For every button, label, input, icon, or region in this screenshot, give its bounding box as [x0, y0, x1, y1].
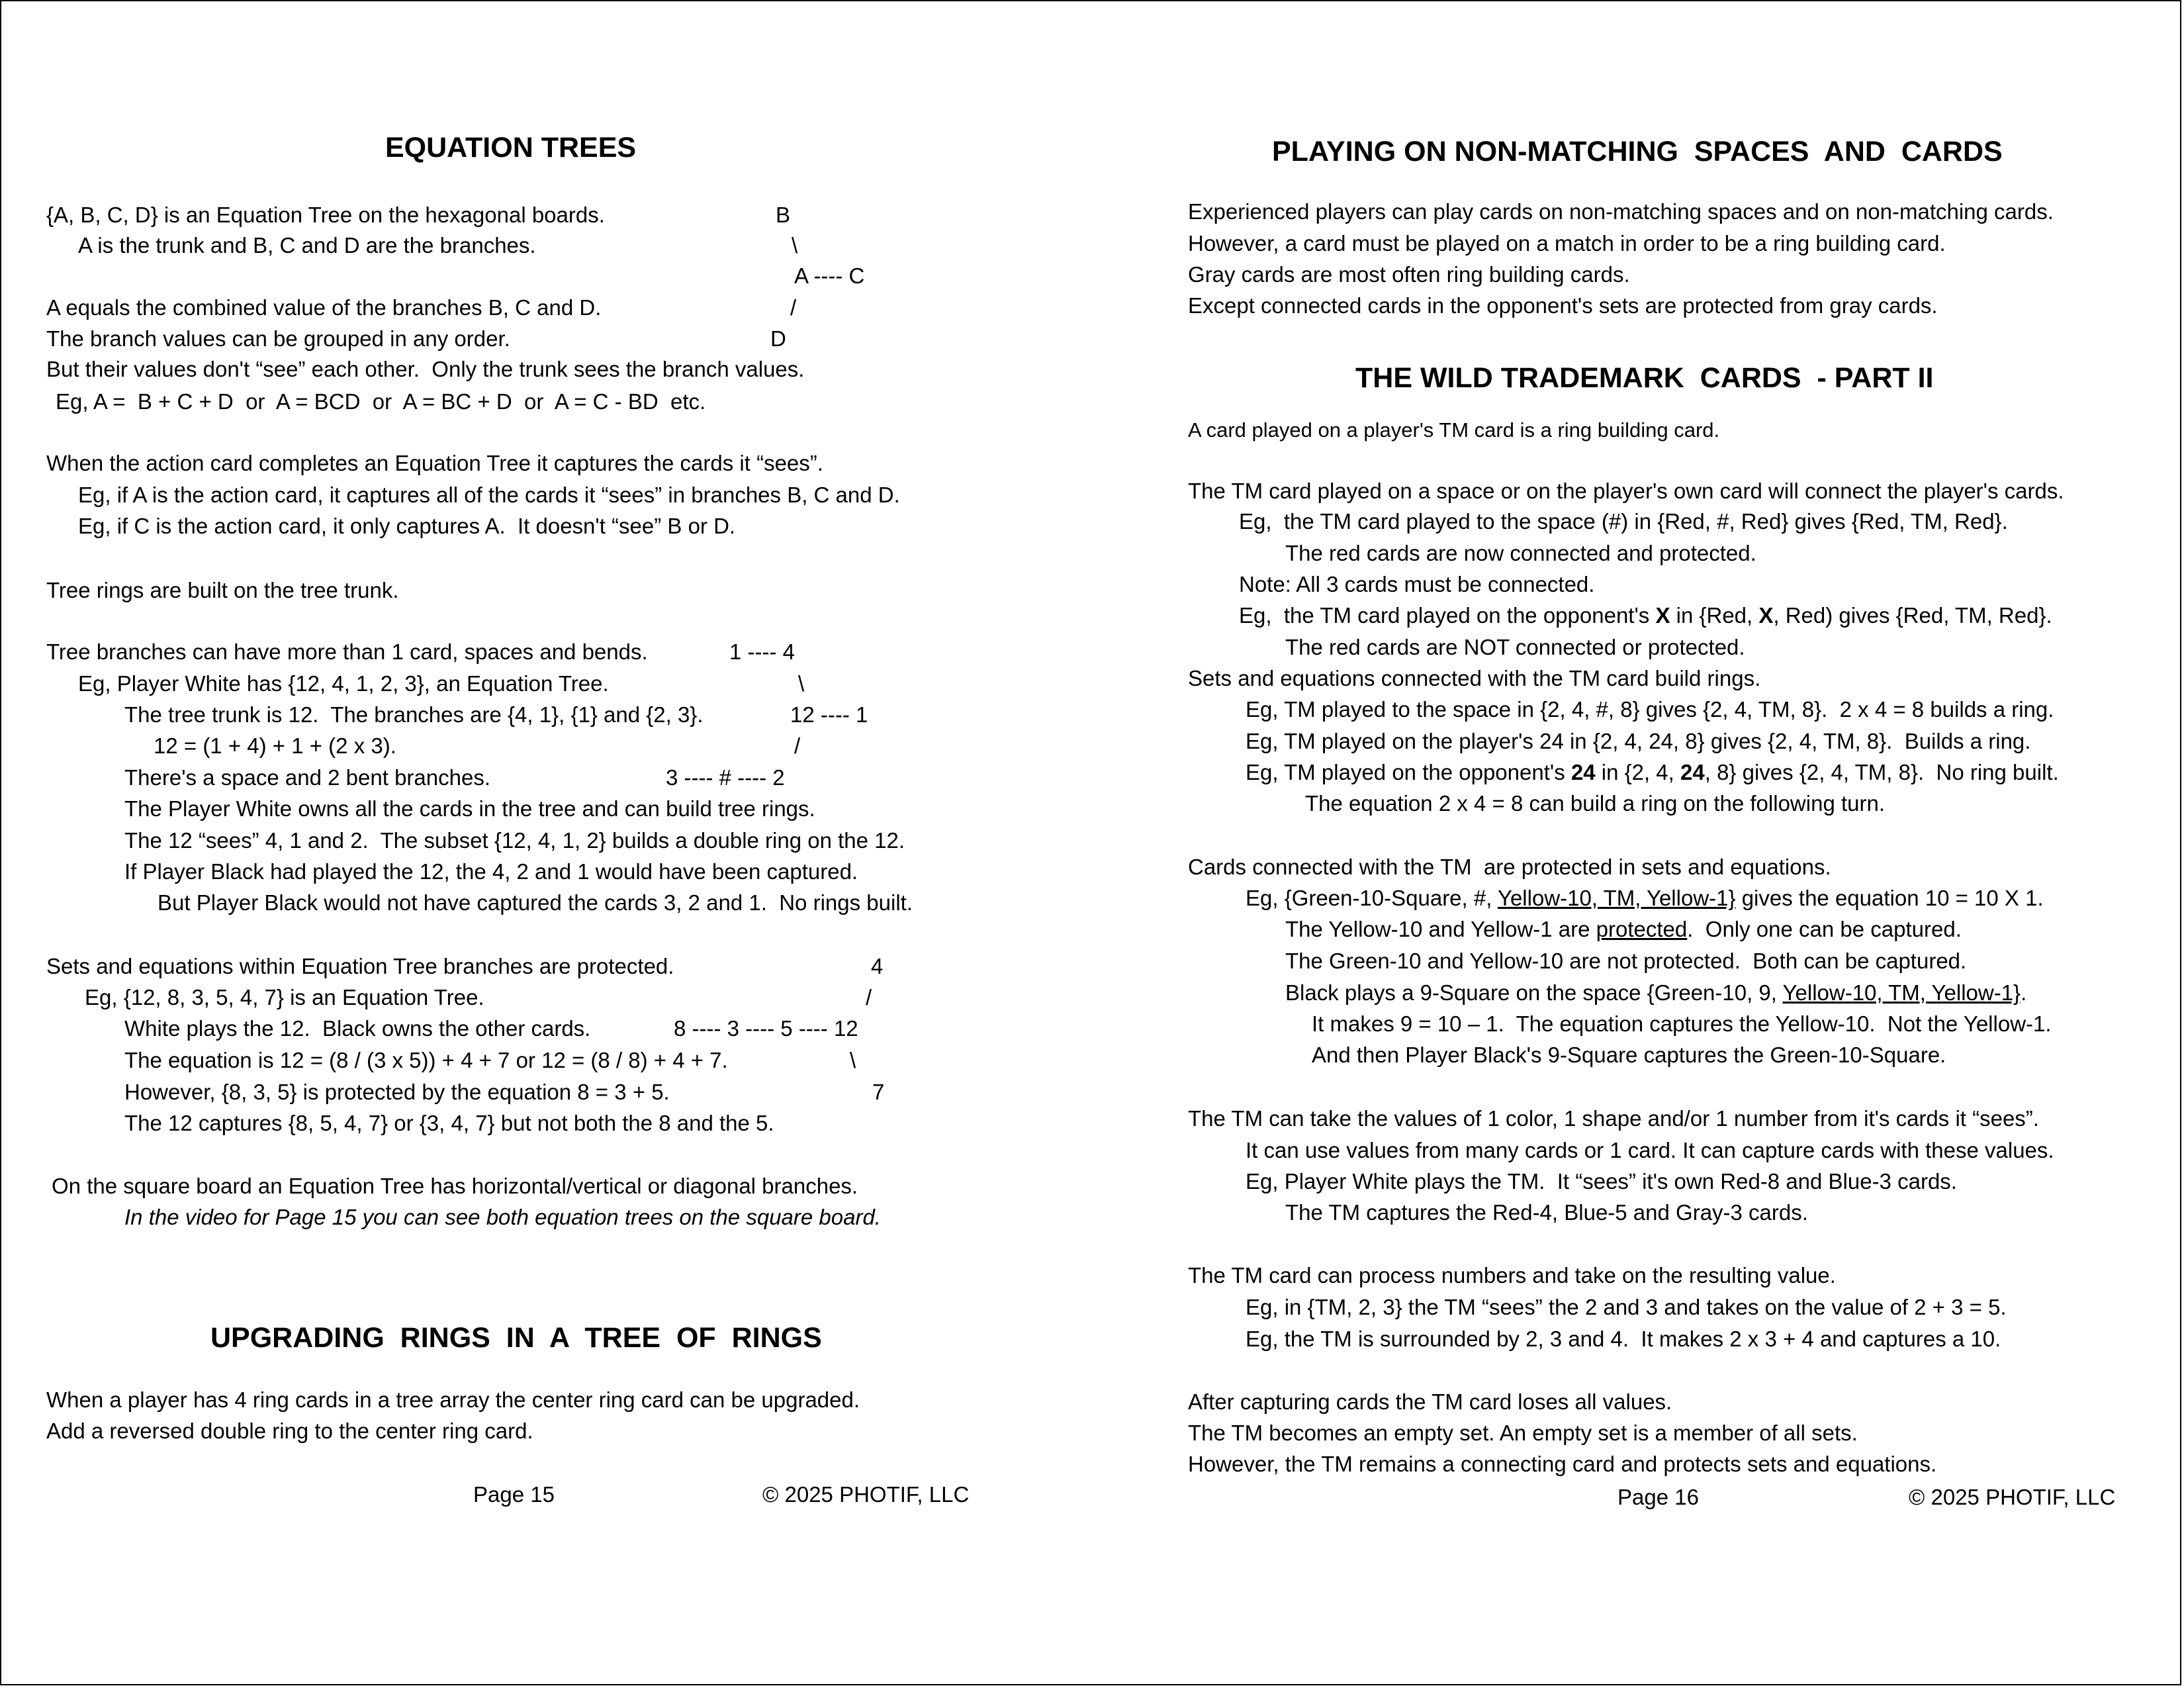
text-line: A card played on a player's TM card is a ring building card.	[1188, 418, 1720, 442]
text-line: But their values don't “see” each other. Only the trunk sees the branch values.	[46, 357, 805, 381]
text-span: . Only one can be captured.	[1687, 917, 1962, 941]
text-line-mixed	[1285, 980, 2026, 1006]
text-span: gives the equation 10 = 10 X 1.	[1735, 886, 2044, 910]
text-line: The tree trunk is 12. The branches are {4, 1}, {1} and {2, 3}.	[124, 702, 704, 727]
text-span: , 8} gives {2, 4, TM, 8}. No ring built.	[1704, 760, 2059, 784]
copyright: © 2025 PHOTIF, LLC	[762, 1482, 970, 1507]
title-equation-trees: EQUATION TREES	[385, 132, 637, 164]
diagram-row: 1 ---- 4	[729, 639, 795, 664]
text-line: Except connected cards in the opponent's sets are protected from gray cards.	[1188, 293, 1938, 318]
underlined-span: Yellow-10, TM, Yellow-1}	[1782, 980, 2021, 1005]
text-line: When a player has 4 ring cards in a tree array the center ring card can be upgraded.	[46, 1387, 860, 1412]
text-line: Eg, if A is the action card, it captures all of the cards it “sees” in branches B, C and D.	[78, 483, 900, 507]
text-line: Eg, TM played to the space in {2, 4, #, 8} gives {2, 4, TM, 8}. 2 x 4 = 8 builds a ring.	[1246, 697, 2054, 722]
text-line: The TM becomes an empty set. An empty set is a member of all sets.	[1188, 1421, 1858, 1445]
text-line: However, {8, 3, 5} is protected by the equation 8 = 3 + 5.	[124, 1080, 670, 1104]
text-line-mixed	[1285, 916, 1962, 943]
text-line: Eg, {12, 8, 3, 5, 4, 7} is an Equation Tree.	[85, 985, 484, 1009]
text-line: It can use values from many cards or 1 card. It can capture cards with these values.	[1246, 1138, 2054, 1162]
page-number: Page 15	[473, 1482, 555, 1507]
text-line-mixed	[1246, 759, 2059, 786]
text-line: If Player Black had played the 12, the 4, 2 and 1 would have been captured.	[124, 859, 858, 884]
diagram-node: B	[776, 203, 791, 227]
text-line: The 12 captures {8, 5, 4, 7} or {3, 4, 7} but not both the 8 and the 5.	[124, 1111, 774, 1135]
underlined-span: Yellow-10, TM, Yellow-1}	[1497, 886, 1736, 910]
text-line: Eg, in {TM, 2, 3} the TM “sees” the 2 and 3 and takes on the value of 2 + 3 = 5.	[1246, 1295, 2007, 1319]
text-span: Eg, the TM card played on the opponent's	[1239, 603, 1656, 628]
text-line: The TM captures the Red-4, Blue-5 and Gray-3 cards.	[1285, 1200, 1808, 1225]
bold-span: X	[1758, 603, 1774, 628]
text-line: Eg, the TM is surrounded by 2, 3 and 4. It makes 2 x 3 + 4 and captures a 10.	[1246, 1327, 2001, 1351]
text-line: And then Player Black's 9-Square captures the Green-10-Square.	[1312, 1043, 1946, 1067]
text-span: Eg, {Green-10-Square, #,	[1246, 886, 1498, 910]
text-line: Eg, the TM card played to the space (#) in {Red, #, Red} gives {Red, TM, Red}.	[1239, 509, 2008, 534]
diagram-row: 3 ---- # ---- 2	[666, 765, 785, 790]
diagram-node: 4	[871, 954, 884, 978]
text-line: Eg, if C is the action card, it only captures A. It doesn't “see” B or D.	[78, 514, 736, 538]
title-wild-trademark: THE WILD TRADEMARK CARDS - PART II	[1355, 362, 1934, 394]
text-line: After capturing cards the TM card loses all values.	[1188, 1389, 1672, 1414]
bold-span: X	[1655, 603, 1670, 628]
text-span: Eg, TM played on the opponent's	[1246, 760, 1571, 784]
text-line: But Player Black would not have captured the cards 3, 2 and 1. No rings built.	[158, 890, 913, 915]
text-line: The TM card played on a space or on the player's own card will connect the player's cards.	[1188, 479, 2064, 503]
diagram-edge: /	[790, 295, 797, 320]
text-line: The red cards are now connected and protected.	[1285, 541, 1756, 565]
text-line: Eg, Player White has {12, 4, 1, 2, 3}, an Equation Tree.	[78, 671, 609, 696]
text-line: There's a space and 2 bent branches.	[124, 765, 490, 790]
title-playing-non-matching: PLAYING ON NON-MATCHING SPACES AND CARDS	[1272, 136, 2003, 167]
text-span: The Yellow-10 and Yellow-1 are	[1285, 917, 1596, 941]
text-line: The TM card can process numbers and take on the resulting value.	[1188, 1263, 1836, 1288]
page-number: Page 16	[1617, 1485, 1699, 1509]
text-span: in {Red,	[1670, 603, 1759, 628]
text-line: Eg, Player White plays the TM. It “sees” it's own Red-8 and Blue-3 cards.	[1246, 1169, 1957, 1194]
diagram-edge: \	[792, 233, 798, 258]
text-line: {A, B, C, D} is an Equation Tree on the hexagonal boards.	[46, 203, 605, 227]
text-line: Tree branches can have more than 1 card, spaces and bends.	[46, 639, 648, 664]
text-line: The Player White owns all the cards in the tree and can build tree rings.	[124, 796, 815, 821]
diagram-node: 7	[872, 1080, 885, 1104]
diagram-edge: /	[866, 985, 872, 1009]
bold-span: 24	[1680, 760, 1705, 784]
text-line: White plays the 12. Black owns the other cards.	[124, 1016, 591, 1041]
text-line-italic: In the video for Page 15 you can see both equation trees on the square board.	[124, 1205, 881, 1229]
text-line: A is the trunk and B, C and D are the branches.	[78, 233, 536, 258]
diagram-edge: \	[798, 671, 805, 696]
text-line: A equals the combined value of the branches B, C and D.	[46, 295, 602, 320]
text-line: The branch values can be grouped in any order.	[46, 326, 510, 351]
bold-span: 24	[1570, 760, 1596, 784]
text-line: When the action card completes an Equation Tree it captures the cards it “sees”.	[46, 451, 823, 475]
title-upgrading-rings: UPGRADING RINGS IN A TREE OF RINGS	[210, 1322, 822, 1354]
text-line: Add a reversed double ring to the center ring card.	[46, 1419, 533, 1443]
text-span: .	[2021, 980, 2027, 1005]
text-line: The equation is 12 = (8 / (3 x 5)) + 4 + 7 or 12 = (8 / 8) + 4 + 7.	[124, 1048, 728, 1072]
text-line: Note: All 3 cards must be connected.	[1239, 572, 1595, 596]
text-line: Experienced players can play cards on non-matching spaces and on non-matching cards.	[1188, 199, 2054, 224]
text-line: However, a card must be played on a match in order to be a ring building card.	[1188, 231, 1946, 256]
diagram-row: 12 ---- 1	[790, 702, 868, 727]
text-line: The red cards are NOT connected or protected.	[1285, 635, 1745, 659]
text-span: , Red) gives {Red, TM, Red}.	[1773, 603, 2052, 628]
diagram-node: D	[770, 326, 786, 351]
copyright: © 2025 PHOTIF, LLC	[1909, 1485, 2116, 1509]
text-line: Eg, TM played on the player's 24 in {2, 4, 24, 8} gives {2, 4, TM, 8}. Builds a ring.	[1246, 729, 2031, 753]
text-line: The Green-10 and Yellow-10 are not protected. Both can be captured.	[1285, 949, 1967, 973]
diagram-row: 8 ---- 3 ---- 5 ---- 12	[674, 1016, 858, 1041]
text-line: Cards connected with the TM are protected in sets and equations.	[1188, 855, 1831, 879]
text-line-mixed	[1239, 602, 2052, 629]
text-line: Gray cards are most often ring building cards.	[1188, 262, 1630, 287]
diagram-edge: /	[794, 733, 801, 758]
text-line: Sets and equations connected with the TM card build rings.	[1188, 666, 1761, 690]
text-line: However, the TM remains a connecting card and protects sets and equations.	[1188, 1452, 1937, 1476]
diagram-node: A ---- C	[794, 263, 865, 288]
diagram-edge: \	[850, 1048, 856, 1072]
text-line: Tree rings are built on the tree trunk.	[46, 578, 399, 602]
text-line: It makes 9 = 10 – 1. The equation captures the Yellow-10. Not the Yellow-1.	[1312, 1011, 2052, 1036]
text-line: Sets and equations within Equation Tree branches are protected.	[46, 954, 674, 978]
text-span: in {2, 4,	[1595, 760, 1681, 784]
text-line: The TM can take the values of 1 color, 1 shape and/or 1 number from it's cards it “sees”.	[1188, 1106, 2039, 1131]
text-line: The 12 “sees” 4, 1 and 2. The subset {12, 4, 1, 2} builds a double ring on the 12.	[124, 828, 905, 853]
text-line-mixed	[1246, 885, 2044, 912]
text-line: 12 = (1 + 4) + 1 + (2 x 3).	[154, 733, 396, 758]
text-line: On the square board an Equation Tree has horizontal/vertical or diagonal branches.	[52, 1174, 858, 1198]
text-line: Eg, A = B + C + D or A = BCD or A = BC + D or A = C - BD etc.	[56, 389, 706, 414]
underlined-span: protected	[1596, 917, 1688, 941]
text-span: Black plays a 9-Square on the space {Green-10, 9,	[1285, 980, 1783, 1005]
text-line: The equation 2 x 4 = 8 can build a ring on the following turn.	[1305, 791, 1885, 816]
